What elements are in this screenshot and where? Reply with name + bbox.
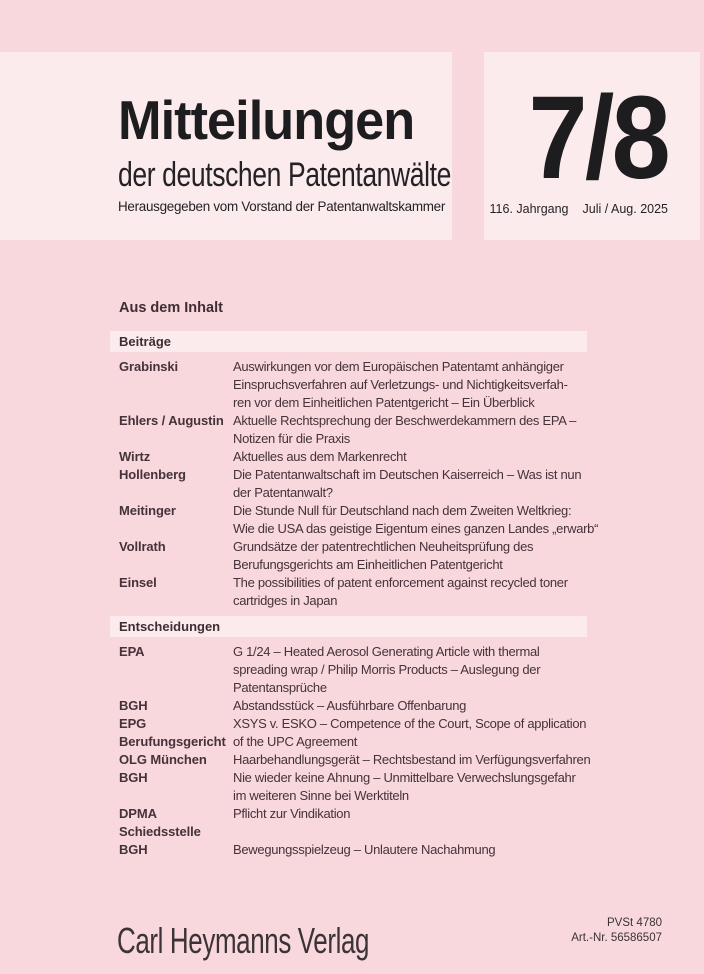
title-line: of the UPC Agreement	[233, 734, 358, 749]
toc-row	[119, 448, 587, 466]
title-line: Berufungsgerichts am Einheitlichen Patentgericht	[233, 557, 503, 572]
title-line: Wie die USA das geistige Eigentum eines ganzen Landes „erwarb“	[233, 521, 599, 536]
publisher-line: Herausgegeben vom Vorstand der Patentanwaltskammer	[118, 198, 446, 214]
section-label: Entscheidungen	[119, 619, 221, 634]
author-cell	[119, 448, 233, 466]
title-cell	[233, 412, 587, 448]
title-line: Grundsätze der patentrechtlichen Neuheitsprüfung des	[233, 539, 534, 554]
toc-row	[119, 643, 587, 697]
title-cell	[233, 448, 587, 466]
author-cell	[119, 715, 233, 751]
title-line: Nie wieder keine Ahnung – Unmittelbare Verwechslungsgefahr	[233, 770, 576, 785]
author-line: EPG	[119, 716, 147, 731]
volume-label: 116. Jahrgang	[489, 202, 569, 216]
title-line: Die Patentanwaltschaft im Deutschen Kaiserreich – Was ist nun	[233, 467, 582, 482]
author-line: Schiedsstelle	[119, 824, 201, 839]
author-cell	[119, 769, 233, 805]
title-line: Notizen für die Praxis	[233, 431, 350, 446]
author-line: Grabinski	[119, 359, 179, 374]
author-cell	[119, 412, 233, 448]
title-line: Einspruchsverfahren auf Verletzungs- und Nichtigkeitsverfah-	[233, 377, 568, 392]
author-cell	[119, 751, 233, 769]
author-cell	[119, 358, 233, 412]
title-line: im weiteren Sinne bei Werktiteln	[233, 788, 409, 803]
masthead-issue-panel	[484, 52, 700, 240]
toc-row	[119, 538, 587, 574]
table-of-contents	[110, 331, 599, 859]
author-line: Ehlers / Augustin	[119, 413, 224, 428]
author-line: BGH	[119, 770, 148, 785]
title-cell	[233, 643, 587, 697]
author-line: Vollrath	[119, 539, 166, 554]
toc-row	[119, 502, 599, 538]
title-line: The possibilities of patent enforcement against recycled toner	[233, 575, 568, 590]
author-cell	[119, 841, 233, 859]
toc-row	[119, 697, 587, 715]
title-line: G 1/24 – Heated Aerosol Generating Article with thermal	[233, 644, 540, 659]
author-line: BGH	[119, 698, 148, 713]
section-rows	[110, 643, 591, 859]
footer-print-info	[571, 916, 662, 946]
title-cell	[233, 574, 587, 610]
toc-section	[110, 616, 591, 859]
title-line: ren vor dem Einheitlichen Patentgericht – Ein Überblick	[233, 395, 535, 410]
title-line: der Patentanwalt?	[233, 485, 333, 500]
title-cell	[233, 841, 587, 859]
title-cell	[233, 697, 587, 715]
author-line: OLG München	[119, 752, 207, 767]
title-line: Auswirkungen vor dem Europäischen Patentamt anhängiger	[233, 359, 564, 374]
journal-title: Mitteilungen	[118, 89, 415, 151]
title-line: Aktuelles aus dem Markenrecht	[233, 449, 407, 464]
author-cell	[119, 697, 233, 715]
author-line: DPMA	[119, 806, 157, 821]
author-line: Berufungsgericht	[119, 734, 226, 749]
article-number: Art.-Nr. 56586507	[571, 932, 662, 944]
issue-meta	[484, 202, 668, 216]
title-line: Aktuelle Rechtsprechung der Beschwerdekammern des EPA –	[233, 413, 577, 428]
author-line: EPA	[119, 644, 145, 659]
title-line: Patentansprüche	[233, 680, 327, 695]
toc-row	[119, 715, 587, 751]
author-cell	[119, 502, 233, 538]
title-cell	[233, 502, 598, 538]
toc-row	[119, 412, 587, 448]
masthead-title-panel	[0, 52, 452, 240]
issue-number: 7/8	[528, 72, 668, 204]
issue-date: Juli / Aug. 2025	[582, 202, 668, 216]
section-label: Beiträge	[119, 334, 172, 349]
title-cell	[233, 769, 587, 805]
title-line: Abstandsstück – Ausführbare Offenbarung	[233, 698, 467, 713]
author-line: Wirtz	[119, 449, 151, 464]
title-cell	[233, 358, 587, 412]
title-line: Bewegungsspielzeug – Unlautere Nachahmung	[233, 842, 496, 857]
section-header	[110, 616, 587, 637]
title-line: Die Stunde Null für Deutschland nach dem Zweiten Weltkrieg:	[233, 503, 572, 518]
title-cell	[233, 751, 590, 769]
author-cell	[119, 466, 233, 502]
toc-row	[119, 769, 587, 805]
section-rows	[110, 358, 599, 610]
author-cell	[119, 805, 233, 841]
author-line: Hollenberg	[119, 467, 186, 482]
author-cell	[119, 574, 233, 610]
toc-row	[119, 841, 587, 859]
toc-row	[119, 358, 587, 412]
title-cell	[233, 466, 587, 502]
author-line: Meitinger	[119, 503, 176, 518]
contents-heading: Aus dem Inhalt	[119, 300, 223, 316]
title-cell	[233, 538, 587, 574]
title-line: Haarbehandlungsgerät – Rechtsbestand im Verfügungsverfahren	[233, 752, 591, 767]
footer-publisher: Carl Heymanns Verlag	[117, 920, 370, 961]
author-cell	[119, 643, 233, 697]
toc-section	[110, 331, 599, 610]
toc-row	[119, 751, 591, 769]
postal-label: PVSt 4780	[607, 917, 662, 929]
section-header	[110, 331, 587, 352]
toc-row	[119, 466, 587, 502]
title-line: cartridges in Japan	[233, 593, 338, 608]
journal-subtitle: der deutschen Patentanwälte	[118, 156, 452, 194]
title-line: spreading wrap / Philip Morris Products – Auslegung der	[233, 662, 541, 677]
title-line: XSYS v. ESKO – Competence of the Court, Scope of application	[233, 716, 587, 731]
author-line: Einsel	[119, 575, 157, 590]
toc-row	[119, 574, 587, 610]
toc-row	[119, 805, 587, 841]
author-cell	[119, 538, 233, 574]
author-line: BGH	[119, 842, 148, 857]
title-cell	[233, 805, 587, 841]
title-line: Pflicht zur Vindikation	[233, 806, 351, 821]
title-cell	[233, 715, 587, 751]
